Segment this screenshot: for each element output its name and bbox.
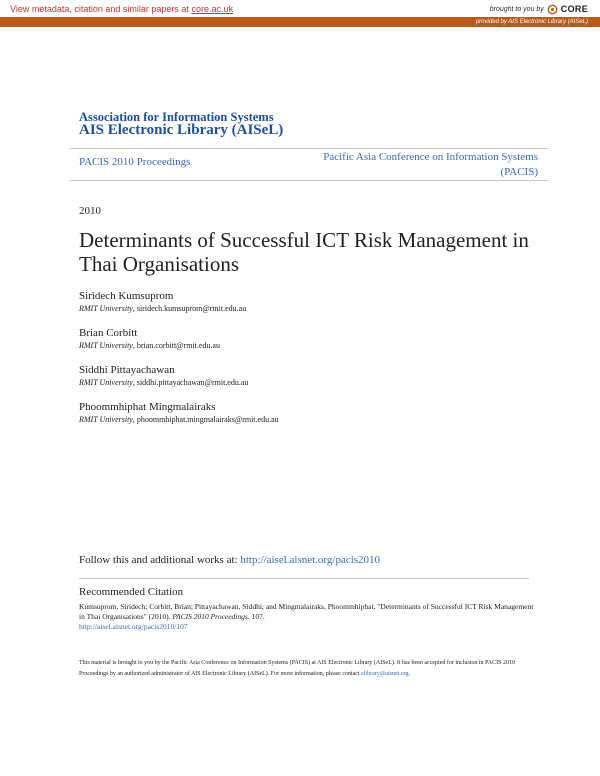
- author-email: , phoommhiphat.mingmalairaks@rmit.edu.au: [132, 415, 279, 424]
- brought-to-you-by[interactable]: [490, 2, 588, 16]
- paper-title: Determinants of Successful ICT Risk Management in Thai Organisations: [79, 228, 529, 276]
- core-top-bar: [0, 0, 600, 28]
- author-university: RMIT University: [79, 415, 133, 424]
- core-logo-text: CORE: [560, 4, 588, 14]
- author-block: [79, 400, 279, 426]
- citation-end: . 107.: [247, 612, 265, 621]
- publication-year: 2010: [79, 205, 101, 217]
- view-metadata-text: View metadata, citation and similar papers at: [10, 4, 192, 14]
- author-affiliation: [79, 414, 279, 426]
- conference-abbrev-line: (PACIS): [500, 166, 538, 178]
- author-affiliation: [79, 340, 220, 352]
- author-name: Phoommhiphat Mingmalairaks: [79, 401, 216, 413]
- author-university: RMIT University: [79, 304, 133, 313]
- author-university: RMIT University: [79, 378, 133, 387]
- brought-to-you-text: brought to you by: [489, 5, 544, 13]
- conference-name-line: Pacific Asia Conference on Information Systems: [323, 151, 538, 163]
- association-name[interactable]: Association for Information Systems: [79, 110, 274, 124]
- citation-link[interactable]: http://aisel.aisnet.org/pacis2010/107: [79, 622, 188, 631]
- notice-text: This material is brought to you by the Pacific Asia Conference on Information Systems (PACIS) at AIS Electronic Library (AISeL). It has been accepted for inclusion in PACIS 2010 Proceedings by an authorized administrator of AIS Electronic Library (AISeL). For more information, please contact: [79, 660, 515, 677]
- author-block: [79, 326, 220, 352]
- author-affiliation: [79, 303, 246, 315]
- notice-text-block: [79, 658, 529, 680]
- core-logo-icon: [547, 4, 558, 15]
- core-ac-uk-link[interactable]: core.ac.uk: [191, 4, 233, 14]
- provided-by-banner: provided by AIS Electronic Library (AISeL): [0, 17, 600, 27]
- header-divider-bottom: [70, 180, 548, 181]
- follow-text: Follow this and additional works at:: [79, 554, 241, 566]
- author-block: [79, 289, 246, 315]
- author-affiliation: [79, 377, 248, 389]
- citation-text: Kumsuprom, Siridech; Corbitt, Brian; Pittayachawan, Siddhi; and Mingmalairaks, Phoommhiphat, "Determinants of Successful ICT Risk Management in Thai Organisations" (2010).: [79, 602, 534, 621]
- author-name: Siddhi Pittayachawan: [79, 364, 175, 376]
- citation-journal: PACIS 2010 Proceedings: [172, 612, 248, 621]
- view-metadata-line: [10, 4, 233, 14]
- follow-line: [79, 554, 380, 566]
- contact-email-link[interactable]: elibrary@aisnet.org: [361, 671, 409, 677]
- author-email: , brian.corbitt@rmit.edu.au: [132, 341, 220, 350]
- author-email: , siddhi.pittayachawan@rmit.edu.au: [132, 378, 249, 387]
- author-email: , siridech.kumsuprom@rmit.edu.au: [132, 304, 247, 313]
- author-name: Siridech Kumsuprom: [79, 290, 174, 302]
- notice-end: .: [408, 671, 411, 677]
- proceedings-link[interactable]: PACIS 2010 Proceedings: [79, 156, 191, 168]
- library-name[interactable]: AIS Electronic Library (AISeL): [79, 122, 284, 138]
- citation-divider: [79, 578, 529, 579]
- follow-link[interactable]: http://aisel.aisnet.org/pacis2010: [240, 554, 381, 566]
- author-university: RMIT University: [79, 341, 133, 350]
- conference-link[interactable]: [298, 150, 538, 180]
- author-name: Brian Corbitt: [79, 327, 138, 339]
- recommended-citation-heading: Recommended Citation: [79, 586, 184, 598]
- citation-text-block: [79, 602, 539, 632]
- author-block: [79, 363, 248, 389]
- header-divider-top: [70, 148, 548, 149]
